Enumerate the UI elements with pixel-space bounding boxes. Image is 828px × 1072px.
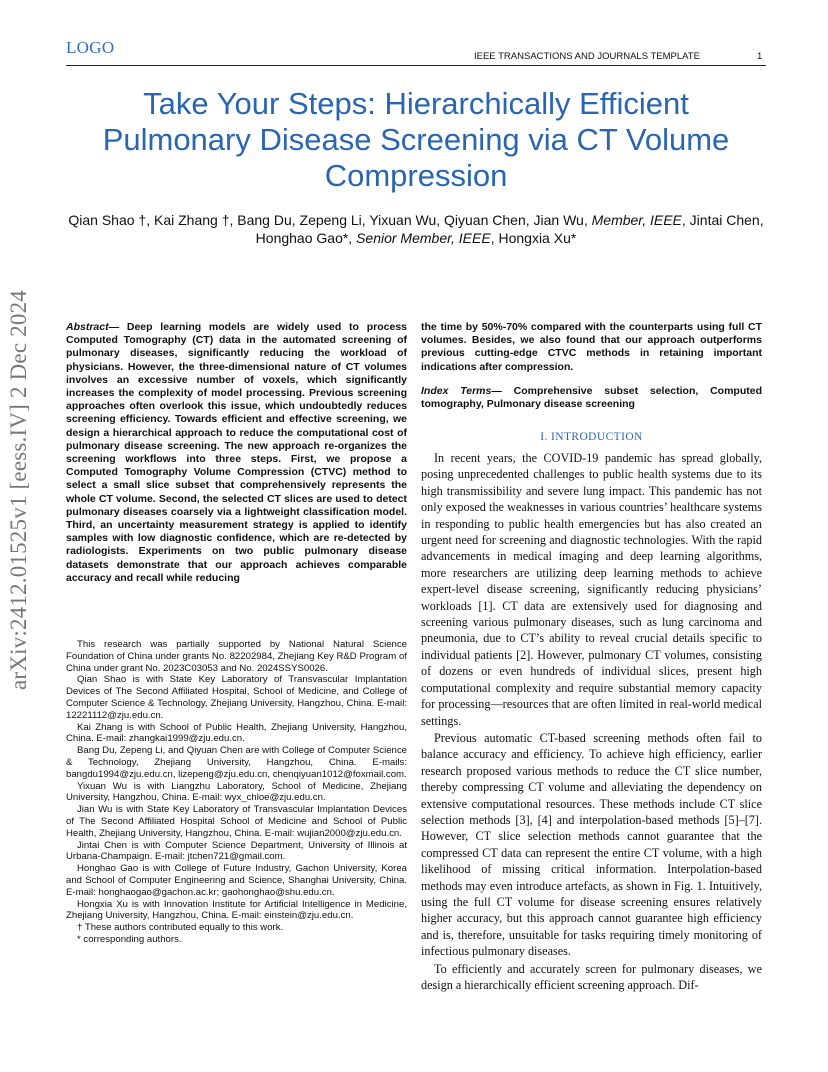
senior-member-designation: Senior Member, IEEE — [356, 230, 491, 246]
footnote-affiliation: Qian Shao is with State Key Laboratory of Transvascular Implantation Devices of The Second Affiliated Hospital, School of Medicine, and College of Computer Science & Technology, Zhejiang University, Hangzhou, China. E-mail: 12221112@zju.edu.cn. — [66, 674, 407, 721]
journal-logo: LOGO — [66, 38, 115, 57]
index-terms — [421, 385, 762, 411]
body-paragraph: In recent years, the COVID-19 pandemic has spread globally, posing unprecedented challenges to public health systems due to its high transmissibility and severe lung impact. This pandemic has not only exposed the weaknesses in various countries’ healthcare systems in responding to public health emergencies but has also created an urgent need for screening and diagnostic technologies. With the rapid advancements in medical imaging and deep learning algorithms, more researchers are utilizing deep learning methods to achieve expert-level disease screening, significantly reducing physicians’ workloads [1]. CT data are extensively used for diagnosing and screening various pulmonary diseases, such as lung carcinoma and pneumonia, due to CT’s ability to reveal crucial details specific to individual patients [2]. However, pulmonary CT volumes, consisting of dozens or even hundreds of individual slices, present high computational complexity and require substantial memory capacity for processing—resources that are often limited in real-world medical settings. — [421, 451, 762, 728]
footnote-affiliation: Bang Du, Zepeng Li, and Qiyuan Chen are with College of Computer Science & Technology, Zhejiang University, Hangzhou, China. E-mails: bangdu1994@zju.edu.cn, lizepeng@zju.edu.cn, chenqiyuan1012@foxmail.com. — [66, 745, 407, 780]
footnote-funding: This research was partially supported by National Natural Science Foundation of China under grants No. 82202984, Zhejiang Key R&D Program of China under grant No. 2023C03053 and No. 2024SSYS0026. — [66, 639, 407, 674]
index-terms-dash: — — [491, 385, 502, 397]
footnote-affiliation: Kai Zhang is with School of Public Health, Zhejiang University, Hangzhou, China. E-mail: zhangkai1999@zju.edu.cn. — [66, 721, 407, 745]
arxiv-identifier: arXiv:2412.01525v1 [eess.IV] 2 Dec 2024 — [6, 290, 31, 690]
footnote-affiliation: Jintai Chen is with Computer Science Department, University of Illinois at Urbana-Champaign. E-mail: jtchen721@gmail.com. — [66, 839, 407, 863]
paper-title: Take Your Steps: Hierarchically Efficient Pulmonary Disease Screening via CT Volume Compression — [102, 86, 730, 193]
section-heading-introduction: I. INTRODUCTION — [540, 431, 643, 443]
abstract-text: Deep learning models are widely used to process Computed Tomography (CT) data in the automated screening of pulmonary diseases, significantly reducing the workload of physicians. However, the three-dimensional nature of CT volumes involves an excessive number of voxels, which significantly increases the complexity of model processing. Previous screening approaches often overlook this issue, which undoubtedly reduces screening efficiency. Towards efficient and effective screening, we design a hierarchical approach to reduce the computational cost of pulmonary disease screening. The new approach re-organizes the screening workflows into three steps. First, we propose a Computed Tomography Volume Compression (CTVC) method to select a small slice subset that comprehensively represents the whole CT volume. Second, the selected CT slices are used to detect pulmonary diseases coarsely via a lightweight classification model. Third, an uncertainty measurement strategy is applied to identify samples with low diagnostic confidence, which are re-detected by radiologists. Experiments on two public pulmonary disease datasets demonstrate that our approach achieves comparable accuracy and recall while reducing — [66, 321, 408, 584]
footnote-affiliation: Hongxia Xu is with Innovation Institute for Artificial Intelligence in Medicine, Zhejiang University, Hangzhou, China. E-mail: einstein@zju.edu.cn. — [66, 898, 407, 922]
introduction-body — [421, 450, 762, 994]
footnote-equal-contribution: † These authors contributed equally to this work. — [77, 922, 284, 934]
author-list — [60, 211, 772, 247]
body-paragraph: Previous automatic CT-based screening methods often fail to balance accuracy and efficiency. To achieve high efficiency, earlier research proposed various methods to reduce the CT slice number, thereby compressing CT volume and alleviating the dependency on extensive computational resources. These methods include CT slice selection methods [3], [4] and interpolation-based methods [5]–[7]. However, CT slice selection methods cannot guarantee that the compressed CT data can represent the entire CT volume, with a high likelihood of missing critical information. Interpolation-based methods may even introduce artefacts, as shown in Fig. 1. Intuitively, using the full CT volume for disease screening ensures relatively higher accuracy, but this approach cannot guarantee high efficiency and is, therefore, unsuitable for tasks requiring timely monitoring of infectious pulmonary diseases. — [421, 730, 762, 959]
abstract-dash: — — [108, 321, 120, 333]
footnote-affiliation: Honghao Gao is with College of Future Industry, Gachon University, Korea and School of Computer Engineering and Science, Shanghai University, China. E-mail: honghaogao@gachon.ac.kr; gaohonghao@shu.edu.cn. — [66, 863, 407, 898]
index-terms-lead: Index Terms — [421, 385, 492, 397]
authors-part-3: , Hongxia Xu* — [490, 230, 577, 246]
authors-part-2: , Jintai Chen, Honghao Gao*, — [255, 212, 764, 246]
footnote-corresponding: * corresponding authors. — [77, 933, 182, 945]
abstract — [66, 321, 407, 585]
abstract-continued: the time by 50%-70% compared with the counterparts using full CT volumes. Besides, we also found that our approach outperforms previous cutting-edge CTVC methods in retaining important indications after compression. — [421, 321, 762, 373]
abstract-lead: Abstract — [66, 321, 109, 333]
footnote-affiliation: Jian Wu is with State Key Laboratory of Transvascular Implantation Devices of The Second Affiliated Hospital School of Medicine and School of Public Health, Zhejiang University, Hangzhou, China. E-mail: wujian2000@zju.edu.cn. — [66, 804, 407, 839]
index-terms-text: Comprehensive subset selection, Computed tomography, Pulmonary disease screening — [421, 385, 763, 411]
page-number: 1 — [757, 51, 763, 62]
footnotes — [66, 639, 407, 946]
authors-part-1: Qian Shao †, Kai Zhang †, Bang Du, Zepeng Li, Yixuan Wu, Qiyuan Chen, Jian Wu, — [68, 212, 592, 228]
running-header: IEEE TRANSACTIONS AND JOURNALS TEMPLATE — [474, 51, 700, 62]
arxiv-side-stamp — [6, 290, 40, 770]
header-rule — [66, 65, 766, 66]
footnote-affiliation: Yixuan Wu is with Liangzhu Laboratory, School of Medicine, Zhejiang University, Hangzhou, China. E-mail: wyx_chloe@zju.edu.cn. — [66, 780, 407, 804]
member-designation: Member, IEEE — [591, 212, 682, 228]
body-paragraph: To efficiently and accurately screen for pulmonary diseases, we design a hierarchically efficient screening approach. Dif- — [421, 961, 762, 992]
